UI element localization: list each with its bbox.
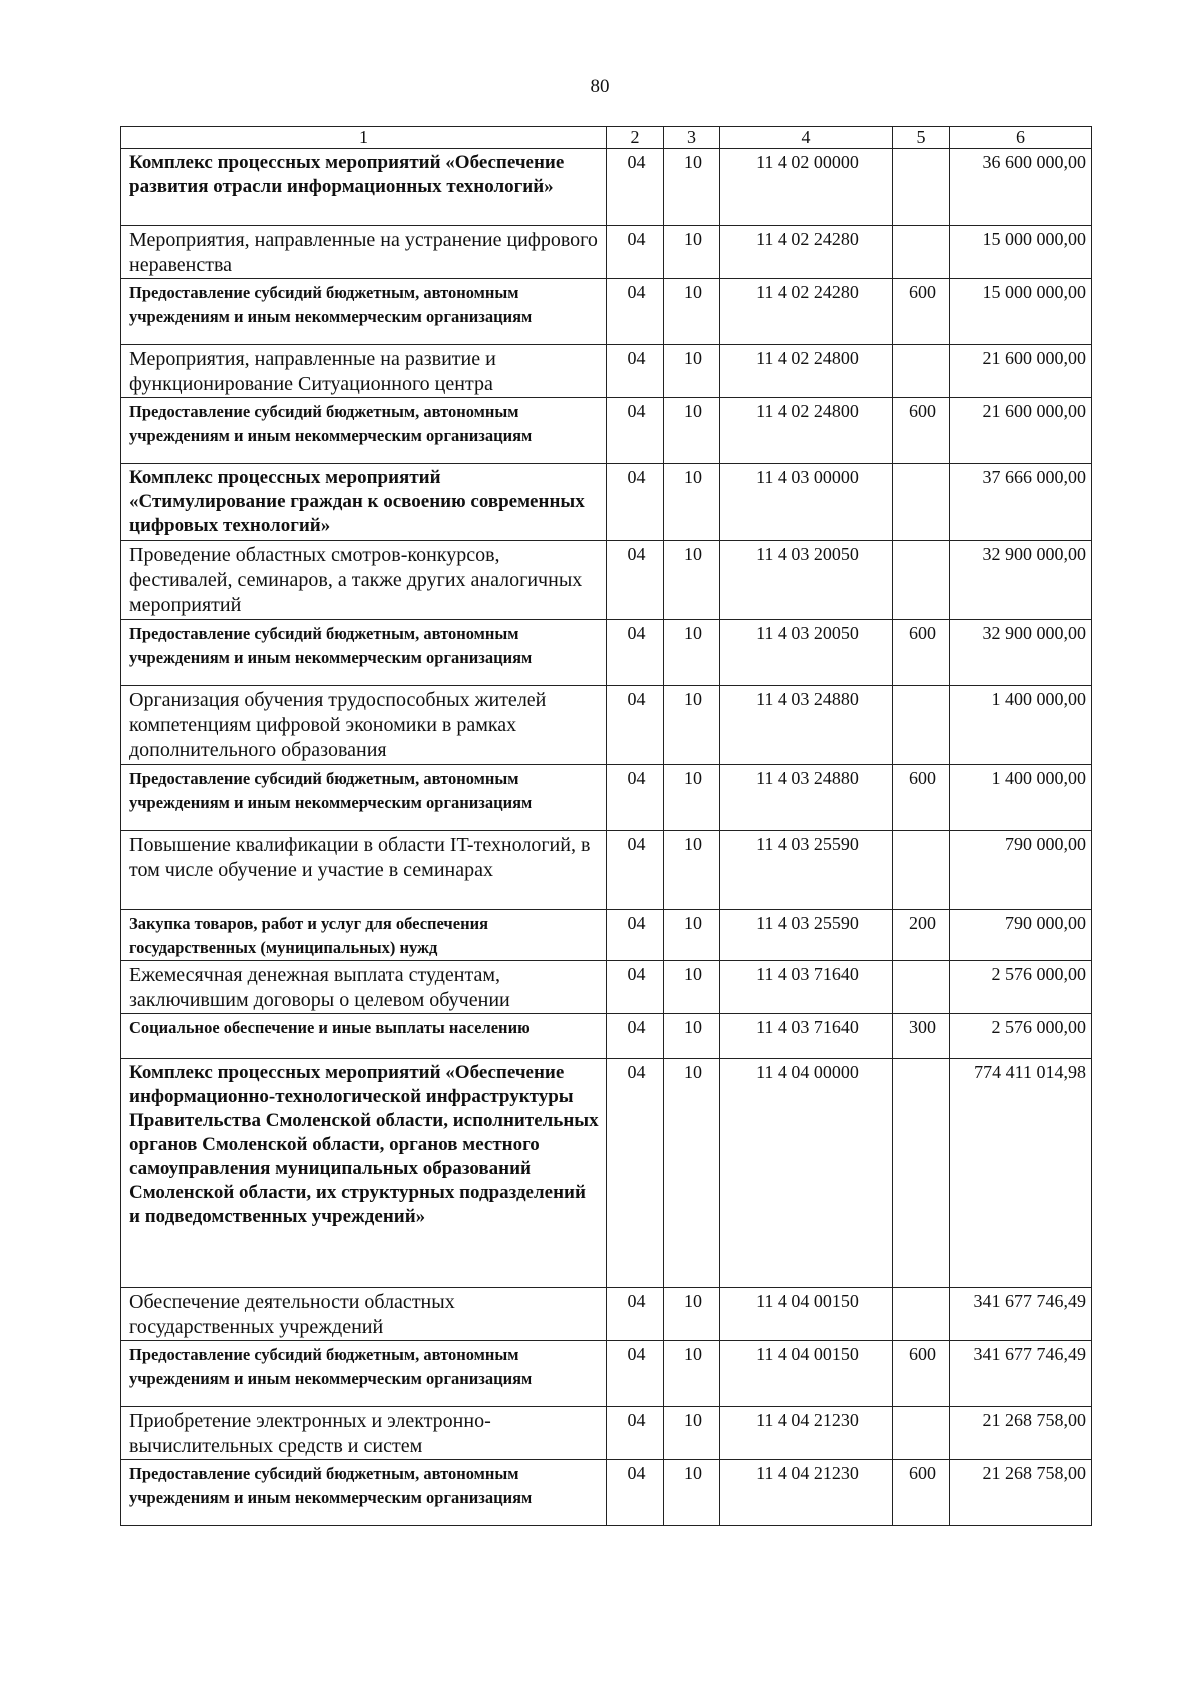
- header-cell-4: 4: [720, 127, 893, 149]
- header-cell-3: 3: [664, 127, 720, 149]
- row-target-article-cell: 11 4 02 24800: [720, 398, 893, 464]
- row-expense-type-cell: 600: [893, 279, 950, 345]
- row-subsection-cell: 10: [664, 149, 720, 226]
- row-name-cell: Комплекс процессных мероприятий «Обеспечение развития отрасли информационных технологий»: [121, 149, 607, 226]
- row-amount-cell: 36 600 000,00: [950, 149, 1092, 226]
- row-target-article-cell: 11 4 02 24280: [720, 279, 893, 345]
- row-name-cell: Повышение квалификации в области IT-технологий, в том числе обучение и участие в семинарах: [121, 831, 607, 910]
- row-expense-type-cell: 600: [893, 620, 950, 686]
- row-name-cell: Предоставление субсидий бюджетным, автономным учреждениям и иным некоммерческим организациям: [121, 620, 607, 686]
- row-name-cell: Комплекс процессных мероприятий «Обеспечение информационно-технологической инфраструктуры Правительства Смоленской области, исполнительных органов Смоленской области, органов местного самоуправления муниципальных образований Смоленской области, их структурных подразделений и подведомственных учреждений»: [121, 1059, 607, 1288]
- page-number: 80: [590, 76, 610, 97]
- row-target-article-cell: 11 4 03 25590: [720, 831, 893, 910]
- row-target-article-cell: 11 4 03 24880: [720, 686, 893, 765]
- row-section-cell: 04: [607, 149, 664, 226]
- row-expense-type-cell: 300: [893, 1014, 950, 1059]
- budget-table: [120, 126, 1092, 1526]
- row-section-cell: 04: [607, 464, 664, 541]
- row-amount-cell: 37 666 000,00: [950, 464, 1092, 541]
- row-target-article-cell: 11 4 03 25590: [720, 910, 893, 961]
- header-cell-5: 5: [893, 127, 950, 149]
- row-subsection-cell: 10: [664, 1407, 720, 1460]
- table-row: [121, 961, 1092, 1014]
- row-section-cell: 04: [607, 1460, 664, 1526]
- row-target-article-cell: 11 4 03 20050: [720, 541, 893, 620]
- row-section-cell: 04: [607, 686, 664, 765]
- table-row: [121, 1288, 1092, 1341]
- row-expense-type-cell: 600: [893, 398, 950, 464]
- row-amount-cell: 21 600 000,00: [950, 345, 1092, 398]
- row-expense-type-cell: 600: [893, 1341, 950, 1407]
- row-subsection-cell: 10: [664, 686, 720, 765]
- row-name-cell: Проведение областных смотров-конкурсов, фестивалей, семинаров, а также других аналогичных мероприятий: [121, 541, 607, 620]
- table-row: [121, 541, 1092, 620]
- header-cell-1: 1: [121, 127, 607, 149]
- row-expense-type-cell: [893, 831, 950, 910]
- row-amount-cell: 21 600 000,00: [950, 398, 1092, 464]
- row-section-cell: 04: [607, 1014, 664, 1059]
- row-subsection-cell: 10: [664, 1460, 720, 1526]
- row-target-article-cell: 11 4 03 71640: [720, 1014, 893, 1059]
- row-name-cell: Социальное обеспечение и иные выплаты населению: [121, 1014, 607, 1059]
- row-amount-cell: 790 000,00: [950, 910, 1092, 961]
- row-section-cell: 04: [607, 541, 664, 620]
- table-row: [121, 149, 1092, 226]
- row-name-cell: Комплекс процессных мероприятий «Стимулирование граждан к освоению современных цифровых технологий»: [121, 464, 607, 541]
- row-subsection-cell: 10: [664, 831, 720, 910]
- row-subsection-cell: 10: [664, 1014, 720, 1059]
- row-name-cell: Предоставление субсидий бюджетным, автономным учреждениям и иным некоммерческим организациям: [121, 1341, 607, 1407]
- row-subsection-cell: 10: [664, 226, 720, 279]
- row-subsection-cell: 10: [664, 1288, 720, 1341]
- row-expense-type-cell: [893, 1288, 950, 1341]
- row-amount-cell: 774 411 014,98: [950, 1059, 1092, 1288]
- table-row: [121, 686, 1092, 765]
- row-name-cell: Ежемесячная денежная выплата студентам, заключившим договоры о целевом обучении: [121, 961, 607, 1014]
- row-target-article-cell: 11 4 04 00150: [720, 1341, 893, 1407]
- table-row: [121, 464, 1092, 541]
- row-name-cell: Организация обучения трудоспособных жителей компетенциям цифровой экономики в рамках дополнительного образования: [121, 686, 607, 765]
- table-row: [121, 279, 1092, 345]
- row-target-article-cell: 11 4 04 21230: [720, 1460, 893, 1526]
- row-amount-cell: 21 268 758,00: [950, 1407, 1092, 1460]
- row-amount-cell: 21 268 758,00: [950, 1460, 1092, 1526]
- row-subsection-cell: 10: [664, 279, 720, 345]
- row-target-article-cell: 11 4 03 24880: [720, 765, 893, 831]
- row-section-cell: 04: [607, 279, 664, 345]
- row-subsection-cell: 10: [664, 541, 720, 620]
- table-row: [121, 1407, 1092, 1460]
- row-expense-type-cell: [893, 345, 950, 398]
- row-target-article-cell: 11 4 02 24280: [720, 226, 893, 279]
- row-section-cell: 04: [607, 1288, 664, 1341]
- table-row: [121, 765, 1092, 831]
- row-name-cell: Мероприятия, направленные на развитие и функционирование Ситуационного центра: [121, 345, 607, 398]
- row-name-cell: Обеспечение деятельности областных государственных учреждений: [121, 1288, 607, 1341]
- row-target-article-cell: 11 4 02 24800: [720, 345, 893, 398]
- row-target-article-cell: 11 4 02 00000: [720, 149, 893, 226]
- table-row: [121, 910, 1092, 961]
- row-subsection-cell: 10: [664, 620, 720, 686]
- row-subsection-cell: 10: [664, 961, 720, 1014]
- row-section-cell: 04: [607, 961, 664, 1014]
- row-target-article-cell: 11 4 04 21230: [720, 1407, 893, 1460]
- row-name-cell: Предоставление субсидий бюджетным, автономным учреждениям и иным некоммерческим организациям: [121, 279, 607, 345]
- row-amount-cell: 341 677 746,49: [950, 1341, 1092, 1407]
- table-row: [121, 1460, 1092, 1526]
- row-expense-type-cell: [893, 1407, 950, 1460]
- row-target-article-cell: 11 4 04 00150: [720, 1288, 893, 1341]
- row-expense-type-cell: [893, 541, 950, 620]
- table-row: [121, 1014, 1092, 1059]
- row-target-article-cell: 11 4 03 00000: [720, 464, 893, 541]
- table-row: [121, 1341, 1092, 1407]
- row-section-cell: 04: [607, 1059, 664, 1288]
- row-expense-type-cell: [893, 464, 950, 541]
- row-section-cell: 04: [607, 620, 664, 686]
- row-target-article-cell: 11 4 03 71640: [720, 961, 893, 1014]
- row-subsection-cell: 10: [664, 398, 720, 464]
- row-expense-type-cell: [893, 226, 950, 279]
- row-expense-type-cell: [893, 961, 950, 1014]
- table-row: [121, 1059, 1092, 1288]
- row-amount-cell: 341 677 746,49: [950, 1288, 1092, 1341]
- row-expense-type-cell: 600: [893, 1460, 950, 1526]
- row-subsection-cell: 10: [664, 1059, 720, 1288]
- row-amount-cell: 15 000 000,00: [950, 279, 1092, 345]
- row-section-cell: 04: [607, 345, 664, 398]
- row-expense-type-cell: [893, 686, 950, 765]
- row-section-cell: 04: [607, 1407, 664, 1460]
- row-expense-type-cell: 600: [893, 765, 950, 831]
- row-name-cell: Закупка товаров, работ и услуг для обеспечения государственных (муниципальных) нужд: [121, 910, 607, 961]
- row-section-cell: 04: [607, 765, 664, 831]
- row-amount-cell: 2 576 000,00: [950, 1014, 1092, 1059]
- row-amount-cell: 15 000 000,00: [950, 226, 1092, 279]
- row-name-cell: Предоставление субсидий бюджетным, автономным учреждениям и иным некоммерческим организациям: [121, 1460, 607, 1526]
- header-cell-6: 6: [950, 127, 1092, 149]
- row-amount-cell: 32 900 000,00: [950, 541, 1092, 620]
- table-row: [121, 345, 1092, 398]
- row-section-cell: 04: [607, 226, 664, 279]
- row-section-cell: 04: [607, 398, 664, 464]
- table-row: [121, 620, 1092, 686]
- table-row: [121, 398, 1092, 464]
- row-amount-cell: 2 576 000,00: [950, 961, 1092, 1014]
- row-amount-cell: 1 400 000,00: [950, 765, 1092, 831]
- row-subsection-cell: 10: [664, 910, 720, 961]
- row-name-cell: Мероприятия, направленные на устранение цифрового неравенства: [121, 226, 607, 279]
- row-amount-cell: 1 400 000,00: [950, 686, 1092, 765]
- table-row: [121, 831, 1092, 910]
- row-amount-cell: 790 000,00: [950, 831, 1092, 910]
- table-row: [121, 226, 1092, 279]
- header-row: [121, 127, 1092, 149]
- row-target-article-cell: 11 4 04 00000: [720, 1059, 893, 1288]
- row-name-cell: Приобретение электронных и электронно-вычислительных средств и систем: [121, 1407, 607, 1460]
- row-subsection-cell: 10: [664, 1341, 720, 1407]
- row-section-cell: 04: [607, 1341, 664, 1407]
- row-section-cell: 04: [607, 910, 664, 961]
- row-subsection-cell: 10: [664, 345, 720, 398]
- row-subsection-cell: 10: [664, 765, 720, 831]
- row-amount-cell: 32 900 000,00: [950, 620, 1092, 686]
- row-expense-type-cell: 200: [893, 910, 950, 961]
- row-name-cell: Предоставление субсидий бюджетным, автономным учреждениям и иным некоммерческим организациям: [121, 398, 607, 464]
- row-expense-type-cell: [893, 149, 950, 226]
- row-target-article-cell: 11 4 03 20050: [720, 620, 893, 686]
- row-name-cell: Предоставление субсидий бюджетным, автономным учреждениям и иным некоммерческим организациям: [121, 765, 607, 831]
- row-expense-type-cell: [893, 1059, 950, 1288]
- header-cell-2: 2: [607, 127, 664, 149]
- row-section-cell: 04: [607, 831, 664, 910]
- row-subsection-cell: 10: [664, 464, 720, 541]
